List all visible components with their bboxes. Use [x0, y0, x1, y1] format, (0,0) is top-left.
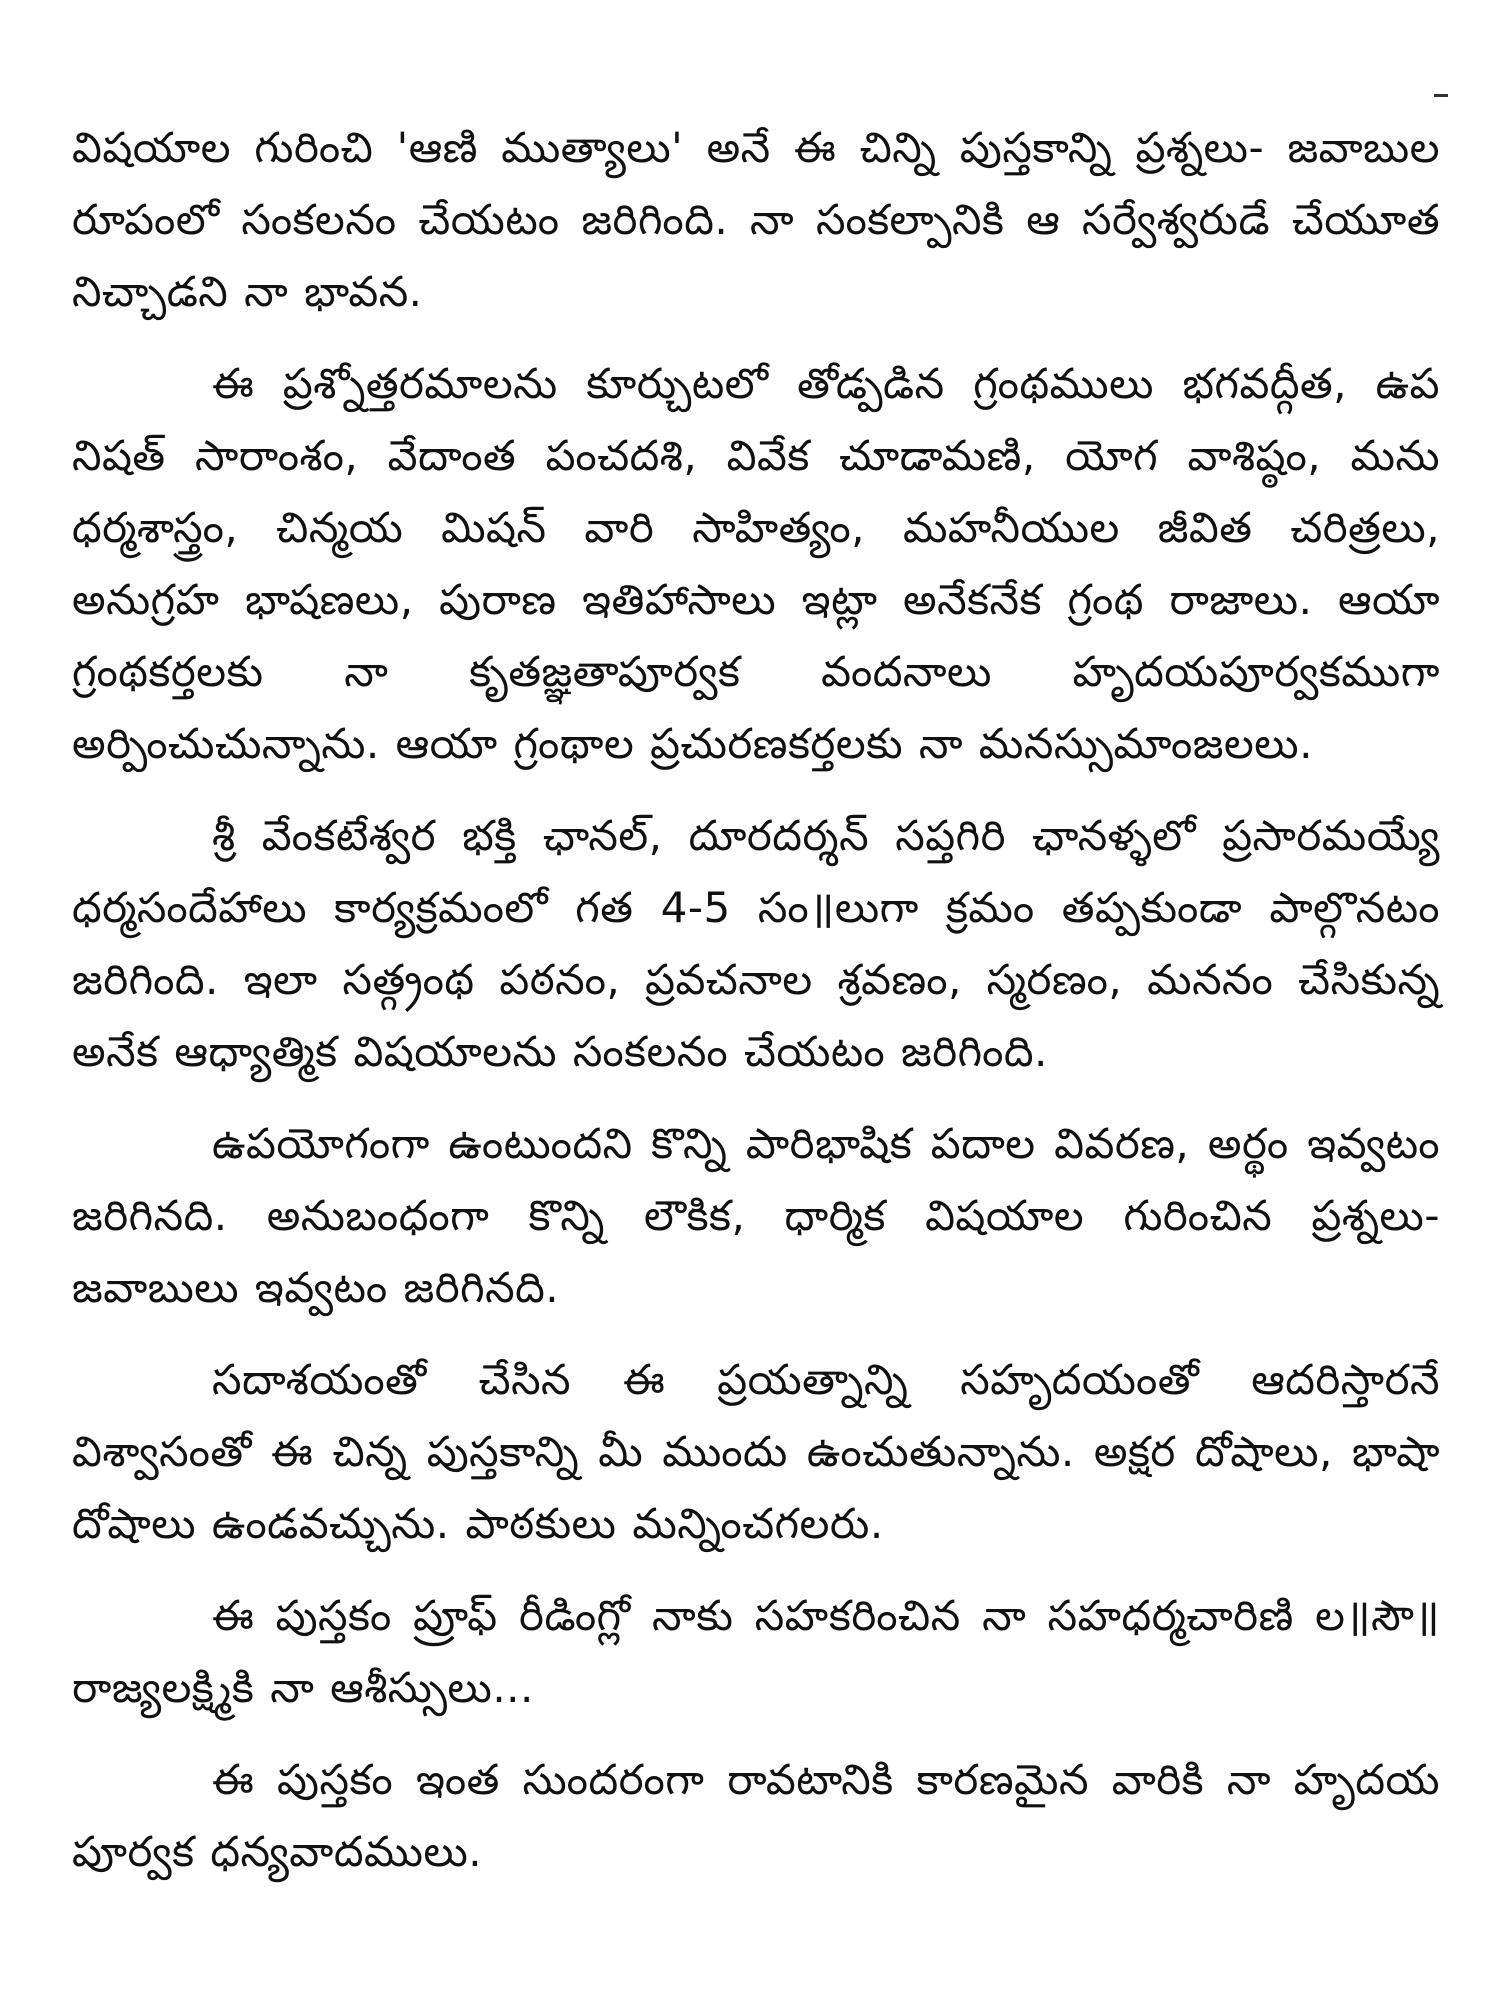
paragraph-2: ఈ ప్రశ్నోత్తరమాలను కూర్చుటలో తోడ్పడిన గ్రంథములు భగవద్గీత, ఉప నిషత్ సారాంశం, వేదాంత పంచదశి, వివేక చూడామణి, యోగ వాశిష్ఠం, మను ధర్మశాస్త్రం, చిన్మయ మిషన్ వారి సాహిత్యం, మహనీయుల జీవిత చరిత్రలు, అనుగ్రహ భాషణలు, పురాణ ఇతిహాసాలు ఇట్లా అనేకనేక గ్రంథ రాజాలు. ఆయా గ్రంథకర్తలకు నా కృతజ్ఞతాపూర్వక వందనాలు హృదయపూర్వకముగా అర్పించుచున్నాను. ఆయా గ్రంథాల ప్రచురణకర్తలకు నా మనస్సుమాంజలలు. [72, 359, 1440, 768]
document-page [72, 112, 1440, 1888]
paragraph-1: విషయాల గురించి 'ఆణి ముత్యాలు' అనే ఈ చిన్ని పుస్తకాన్ని ప్రశ్నలు- జవాబుల రూపంలో సంకలనం చేయటం జరిగింది. నా సంకల్పానికి ఆ సర్వేశ్వరుడే చేయూత నిచ్చాడని నా భావన. [72, 123, 1440, 316]
paragraph-7: ఈ పుస్తకం ఇంత సుందరంగా రావటానికి కారణమైన వారికి నా హృదయ పూర్వక ధన్యవాదములు. [72, 1755, 1440, 1876]
scan-mark [1434, 94, 1448, 97]
paragraph-4: ఉపయోగంగా ఉంటుందని కొన్ని పారిభాషిక పదాల వివరణ, అర్థం ఇవ్వటం జరిగినది. అనుబంధంగా కొన్ని లౌకిక, ధార్మిక విషయాల గురించిన ప్రశ్నలు- జవాబులు ఇవ్వటం జరిగినది. [72, 1119, 1440, 1312]
paragraph-5: సదాశయంతో చేసిన ఈ ప్రయత్నాన్ని సహృదయంతో ఆదరిస్తారనే విశ్వాసంతో ఈ చిన్న పుస్తకాన్ని మీ ముందు ఉంచుతున్నాను. అక్షర దోషాలు, భాషా దోషాలు ఉండవచ్చును. పాఠకులు మన్నించగలరు. [72, 1355, 1440, 1548]
paragraph-3: శ్రీ వేంకటేశ్వర భక్తి ఛానల్, దూరదర్శన్ సప్తగిరి ఛానళ్ళలో ప్రసారమయ్యే ధర్మసందేహాలు కార్యక్రమంలో గత 4-5 సం॥లుగా క్రమం తప్పకుండా పాల్గొనటం జరిగింది. ఇలా సత్గ్రంథ పఠనం, ప్రవచనాల శ్రవణం, స్మరణం, మననం చేసికున్న అనేక ఆధ్యాత్మిక విషయాలను సంకలనం చేయటం జరిగింది. [72, 811, 1440, 1076]
paragraph-6: ఈ పుస్తకం ప్రూఫ్ రీడింగ్లో నాకు సహకరించిన నా సహధర్మచారిణి ల॥సౌ॥ రాజ్యలక్ష్మికి నా ఆశీస్సులు... [72, 1591, 1440, 1712]
